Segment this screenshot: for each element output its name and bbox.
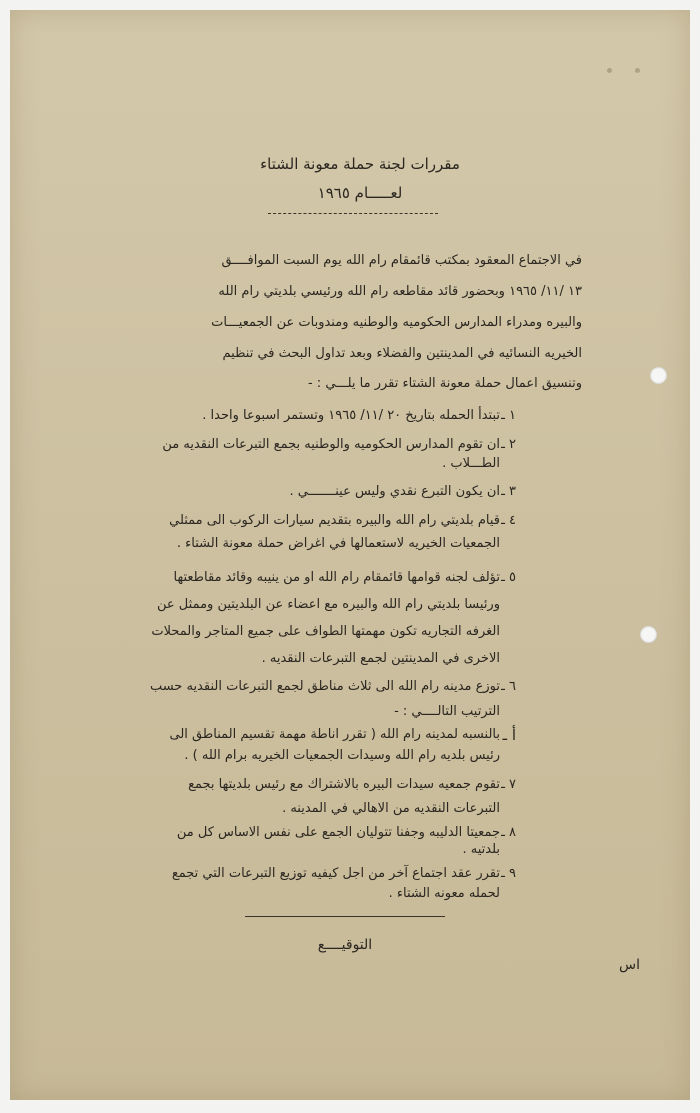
- item-text: قيام بلديتي رام الله والبيره بتقديم سيارات الركوب الى ممثلي: [169, 513, 500, 528]
- item-text: جمعيتا الدليبه وجفنا تتوليان الجمع على نفس الاساس كل من: [176, 825, 500, 840]
- intro-line: والبيره ومدراء المدارس الحكوميه والوطنيه ومندوبات عن الجمعيـــات: [211, 315, 582, 330]
- item-number: ٢ ـ: [501, 437, 516, 452]
- item-number: ٧ ـ: [501, 777, 516, 792]
- signature-divider: [245, 916, 445, 917]
- item-number: ٥ ـ: [501, 570, 516, 585]
- item-text: الجمعيات الخيريه لاستعمالها في اغراض حملة معونة الشتاء .: [176, 536, 500, 551]
- item-text: تقرر عقد اجتماع آخر من اجل كيفيه توزيع التبرعات التي تجمع: [171, 866, 500, 881]
- item-text: ان تقوم المدارس الحكوميه والوطنيه بجمع التبرعات النقديه من: [162, 437, 500, 452]
- item-text: ان يكون التبرع نقدي وليس عينـــــــي .: [289, 484, 500, 499]
- item-text: بلدتيه .: [462, 842, 500, 857]
- item-number: ٤ ـ: [501, 513, 516, 528]
- item-text: الاخرى في المدينتين لجمع التبرعات النقديه .: [261, 651, 500, 666]
- item-text: ورئيسا بلديتي رام الله والبيره مع اعضاء عن البلديتين وممثل عن: [157, 597, 500, 612]
- item-number: ٣ ـ: [501, 484, 516, 499]
- item-text: تؤلف لجنه قوامها قائمقام رام الله او من ينيبه وقائد مقاطعتها: [173, 570, 500, 585]
- paper-speck: [607, 68, 612, 73]
- item-text: الغرفه التجاريه تكون مهمتها الطواف على جميع المتاجر والمحلات: [151, 624, 500, 639]
- document-year: لعـــــام ١٩٦٥: [317, 184, 403, 202]
- item-text: رئيس بلديه رام الله وسيدات الجمعيات الخيريه برام الله ) .: [184, 748, 500, 763]
- punch-hole: [650, 367, 667, 384]
- intro-line: في الاجتماع المعقود بمكتب قائمقام رام الله يوم السبت الموافــــق: [221, 253, 582, 268]
- item-text: الترتيب التالــــي : -: [394, 704, 500, 719]
- item-text: التبرعات النقديه من الاهالي في المدينه .: [282, 801, 500, 816]
- item-number: ٦ ـ: [501, 679, 516, 694]
- item-text: لحمله معونه الشتاء .: [388, 886, 500, 901]
- document-page: [10, 10, 690, 1100]
- paper-speck: [635, 68, 640, 73]
- item-number: ٩ ـ: [501, 866, 516, 881]
- item-text: الطـــلاب .: [442, 456, 500, 471]
- item-number: ١ ـ: [501, 408, 516, 423]
- item-text: تبتدأ الحمله بتاريخ ٢٠ /١١/ ١٩٦٥ وتستمر اسبوعا واحدا .: [202, 408, 500, 423]
- item-text: بالنسبه لمدينه رام الله ( تقرر اناطة مهمة تقسيم المناطق الى: [169, 727, 500, 742]
- intro-line: وتنسيق اعمال حملة معونة الشتاء تقرر ما يلـــي : -: [307, 376, 582, 391]
- item-text: تقوم جمعيه سيدات البيره بالاشتراك مع رئيس بلديتها بجمع: [188, 777, 500, 792]
- item-number: أ ـ: [502, 726, 516, 744]
- document-title: مقررات لجنة حملة معونة الشتاء: [260, 155, 460, 173]
- intro-line: الخيريه النسائيه في المدينتين والفضلاء وبعد تداول البحث في تنظيم: [222, 346, 582, 361]
- item-text: توزع مدينه رام الله الى ثلاث مناطق لجمع التبرعات النقديه حسب: [149, 679, 500, 694]
- item-number: ٨ ـ: [501, 825, 516, 840]
- punch-hole: [640, 626, 657, 643]
- signature-label: التوقيــــع: [317, 937, 373, 953]
- intro-line: ١٣ /١١/ ١٩٦٥ وبحضور قائد مقاطعه رام الله ورئيسي بلديتي رام الله: [218, 284, 582, 299]
- margin-note: اس: [619, 957, 640, 973]
- title-underline: [268, 213, 438, 214]
